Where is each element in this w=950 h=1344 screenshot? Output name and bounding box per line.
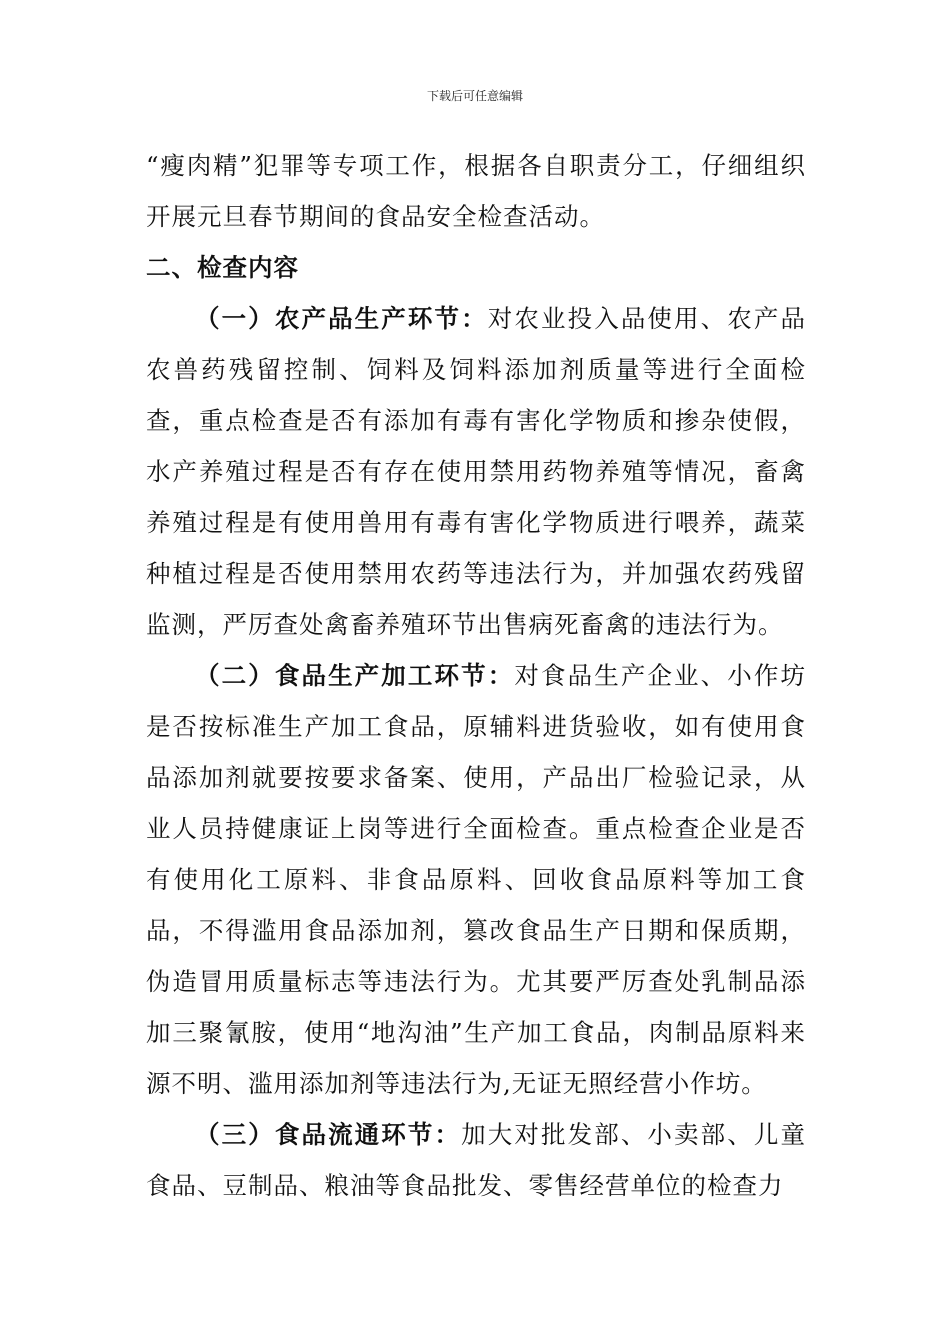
header-note: 下载后可任意编辑 (426, 89, 523, 103)
item-lead-1: （一）农产品生产环节： (195, 304, 488, 333)
item-paragraph-3 (146, 1109, 806, 1211)
intro-continuation-paragraph: “瘦肉精”犯罪等专项工作，根据各自职责分工，仔细组织开展元旦春节期间的食品安全检查活动。 (146, 151, 806, 231)
item-text-2: 对食品生产企业、小作坊是否按标准生产加工食品，原辅料进货验收，如有使用食品添加剂就要按要求备案、使用，产品出厂检验记录，从业人员持健康证上岗等进行全面检查。重点检查企业是否有使用化工原料、非食品原料、回收食品原料等加工食品，不得滥用食品添加剂，篡改食品生产日期和保质期，伪造冒用质量标志等违法行为。尤其要严厉查处乳制品添加三聚氰胺，使用“地沟油”生产加工食品，肉制品原料来源不明、滥用添加剂等违法行为,无证无照经营小作坊。 (146, 661, 807, 1098)
section-heading: 二、检查内容 (146, 253, 299, 282)
item-lead-2: （二）食品生产加工环节： (195, 661, 515, 690)
document-body (146, 140, 806, 1211)
item-text-1: 对农业投入品使用、农产品农兽药残留控制、饲料及饲料添加剂质量等进行全面检查，重点检查是否有添加有毒有害化学物质和掺杂使假，水产养殖过程是否有存在使用禁用药物养殖等情况，畜禽养殖过程是有使用兽用有毒有害化学物质进行喂养，蔬菜种植过程是否使用禁用农药等违法行为，并加强农药残留监测，严厉查处禽畜养殖环节出售病死畜禽的违法行为。 (146, 304, 806, 639)
item-text-3: 加大对批发部、小卖部、儿童食品、豆制品、粮油等食品批发、零售经营单位的检查力 (146, 1120, 807, 1200)
item-paragraph-2 (146, 650, 806, 1109)
item-paragraph-1 (146, 293, 806, 650)
item-lead-3: （三）食品流通环节： (195, 1120, 462, 1149)
